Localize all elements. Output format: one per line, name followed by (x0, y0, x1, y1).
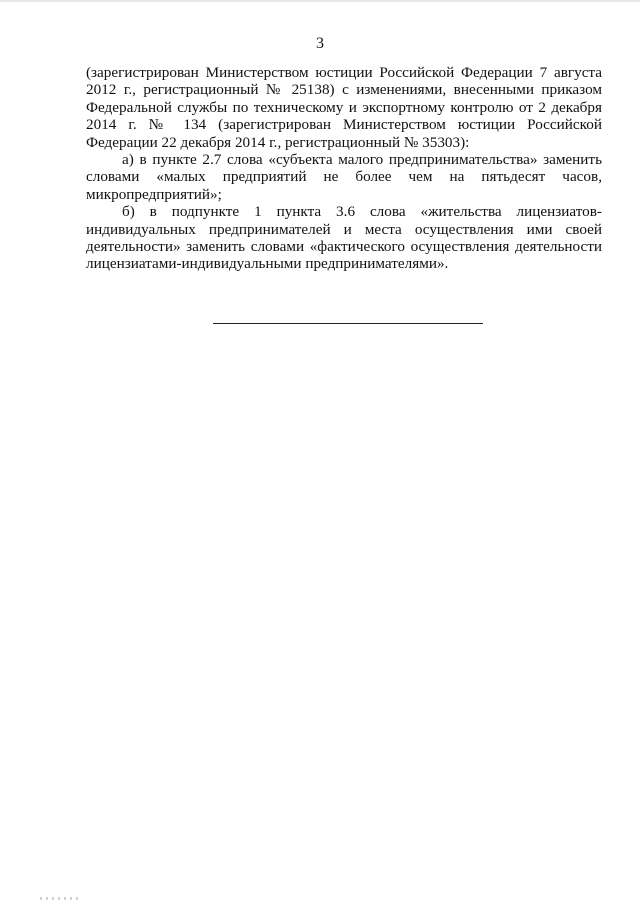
paragraph-item-a: а) в пункте 2.7 слова «субъекта малого предпринимательства» заменить словами «малых предприятий не более чем на пятьдесят часов, микропредприятий»; (86, 151, 602, 203)
page-number: 3 (316, 35, 324, 52)
scan-artifact (40, 897, 80, 900)
paragraph-item-b: б) в подпункте 1 пункта 3.6 слова «жительства лицензиатов-индивидуальных предпринимателей и места осуществления ими своей деятельности» заменить словами «фактического осуществления деятельности лицензиатами-индивидуальными предпринимателями». (86, 203, 602, 273)
closing-divider-line (213, 323, 483, 324)
document-body (86, 64, 602, 273)
paragraph-intro: (зарегистрирован Министерством юстиции Российской Федерации 7 августа 2012 г., регистрационный № 25138) с изменениями, внесенными приказом Федеральной службы по техническому и экспортному контролю от 2 декабря 2014 г. № 134 (зарегистрирован Министерством юстиции Российской Федерации 22 декабря 2014 г., регистрационный № 35303): (86, 64, 602, 151)
page-top-edge (0, 0, 640, 2)
